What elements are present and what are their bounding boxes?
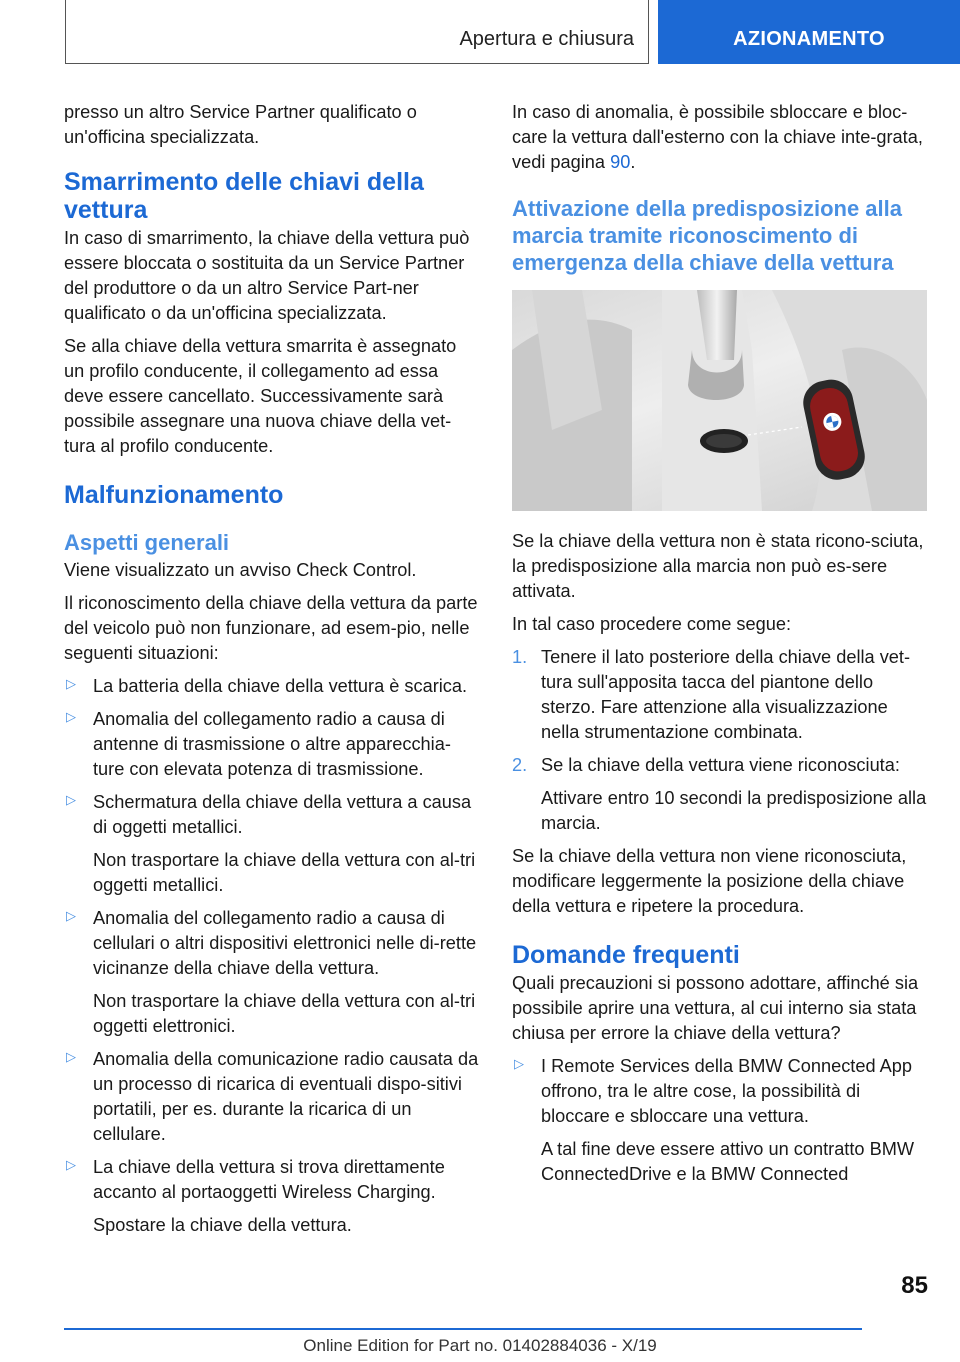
heading-faq: Domande frequenti	[512, 941, 740, 969]
header-chapter-tab	[658, 0, 960, 64]
anomaly-text: In caso di anomalia, è possibile sbloccare e bloc-care la vettura dall'esterno con la chiave inte-grata, vedi pagina	[512, 102, 923, 172]
header-section-title: Apertura e chiusura	[459, 28, 634, 50]
step-text: Se la chiave della vettura viene riconosciuta:	[541, 755, 900, 775]
step-number: 1.	[512, 647, 528, 667]
list-item-text: Schermatura della chiave della vettura a causa di oggetti metallici.	[93, 792, 472, 837]
list-item	[512, 645, 927, 745]
heading-malfunction: Malfunzionamento	[64, 481, 284, 509]
footer-edition: Online Edition for Part no. 01402884036 - X/19	[303, 1336, 657, 1355]
header-section-box	[65, 0, 649, 64]
retry-paragraph: Se la chiave della vettura non viene riconosciuta, modificare leggermente la posizione della chiave della vettura e ripetere la procedura.	[512, 846, 907, 916]
triangle-bullet-icon: ▷	[66, 676, 76, 691]
triangle-bullet-icon: ▷	[66, 908, 76, 923]
list-item-text: Anomalia del collegamento radio a causa di cellulari o altri dispositivi elettronici nelle di-rette vicinanze della chiave della vettura.	[93, 908, 477, 978]
list-item-text: La chiave della vettura si trova direttamente accanto al portaoggetti Wireless Charging.	[93, 1157, 445, 1202]
step-note: Attivare entro 10 secondi la predisposizione alla marcia.	[541, 788, 927, 833]
triangle-bullet-icon: ▷	[66, 792, 76, 807]
procedure-intro: In tal caso procedere come segue:	[512, 614, 792, 634]
list-item-note: A tal fine deve essere attivo un contratto BMW ConnectedDrive e la BMW Connected	[541, 1139, 915, 1184]
procedure-steps	[512, 645, 927, 836]
not-recognized-paragraph: Se la chiave della vettura non è stata ricono-sciuta, la predisposizione alla marcia non può es-sere attivata.	[512, 531, 924, 601]
anomaly-text-end: .	[630, 152, 636, 172]
list-item-text: I Remote Services della BMW Connected App offrono, tra le altre cose, la possibilità di bloccare e sbloccare una vettura.	[541, 1056, 912, 1126]
step-number: 2.	[512, 755, 528, 775]
footer-divider	[64, 1328, 862, 1330]
triangle-bullet-icon: ▷	[66, 1049, 76, 1064]
list-item	[64, 790, 479, 898]
faq-list	[512, 1054, 927, 1187]
header-chapter-title: AZIONAMENTO	[733, 28, 885, 50]
heading-emergency-activation: Attivazione della predisposizione alla marcia tramite riconoscimento di emergenza della chiave della vettura	[512, 196, 902, 275]
general-paragraph-1: Viene visualizzato un avviso Check Control.	[64, 560, 417, 580]
intro-paragraph: presso un altro Service Partner qualificato o un'officina specializzata.	[64, 102, 417, 147]
malfunction-list	[64, 674, 479, 1238]
lost-keys-paragraph-2: Se alla chiave della vettura smarrita è assegnato un profilo conducente, il collegamento ad essa deve essere cancellato. Successivamente sarà possibile assegnare una nuova chiave della vet-tura al profilo conducente.	[64, 336, 457, 456]
list-item	[64, 906, 479, 1039]
general-paragraph-2: Il riconoscimento della chiave della vettura da parte del veicolo può non funzionare, ad esem-pio, nelle seguenti situazioni:	[64, 593, 478, 663]
page-reference-link[interactable]: 90	[610, 152, 631, 172]
list-item	[512, 1054, 927, 1187]
list-item-text: La batteria della chiave della vettura è scarica.	[93, 676, 468, 696]
page-number: 85	[901, 1272, 928, 1299]
list-item-text: Anomalia della comunicazione radio causata da un processo di ricarica di eventuali dispo-sitivi portatili, per es. durante la ricarica di un cellulare.	[93, 1049, 479, 1144]
heading-general-aspects: Aspetti generali	[64, 530, 230, 555]
list-item	[512, 753, 927, 836]
triangle-bullet-icon: ▷	[514, 1056, 524, 1071]
list-item	[64, 1155, 479, 1238]
list-item-note: Non trasportare la chiave della vettura con al-tri oggetti metallici.	[93, 850, 476, 895]
anomaly-paragraph	[512, 100, 927, 175]
heading-lost-keys: Smarrimento delle chiavi della vettura	[64, 168, 424, 224]
key-recognition-illustration	[512, 290, 927, 511]
list-item	[64, 674, 479, 699]
faq-question: Quali precauzioni si possono adottare, affinché sia possibile aprire una vettura, al cui interno sia stata chiusa per errore la chiave della vettura?	[512, 973, 919, 1043]
left-column	[64, 100, 479, 1246]
list-item	[64, 707, 479, 782]
triangle-bullet-icon: ▷	[66, 709, 76, 724]
list-item-text: Anomalia del collegamento radio a causa di antenne di trasmissione o altre apparecchia-ture con elevata potenza di trasmissione.	[93, 709, 451, 779]
right-column	[512, 100, 927, 1195]
step-text: Tenere il lato posteriore della chiave della vet-tura sull'apposita tacca del piantone dello sterzo. Fare attenzione alla visualizzazione nella strumentazione combinata.	[541, 647, 911, 742]
list-item	[64, 1047, 479, 1147]
triangle-bullet-icon: ▷	[66, 1157, 76, 1172]
lost-keys-paragraph-1: In caso di smarrimento, la chiave della vettura può essere bloccata o sostituita da un Service Partner del produttore o da un altro Service Part-ner qualificato o da un'officina specializzata.	[64, 228, 470, 323]
steering-column-key-image	[512, 290, 927, 511]
list-item-note: Spostare la chiave della vettura.	[93, 1215, 352, 1235]
list-item-note: Non trasportare la chiave della vettura con al-tri oggetti elettronici.	[93, 991, 476, 1036]
